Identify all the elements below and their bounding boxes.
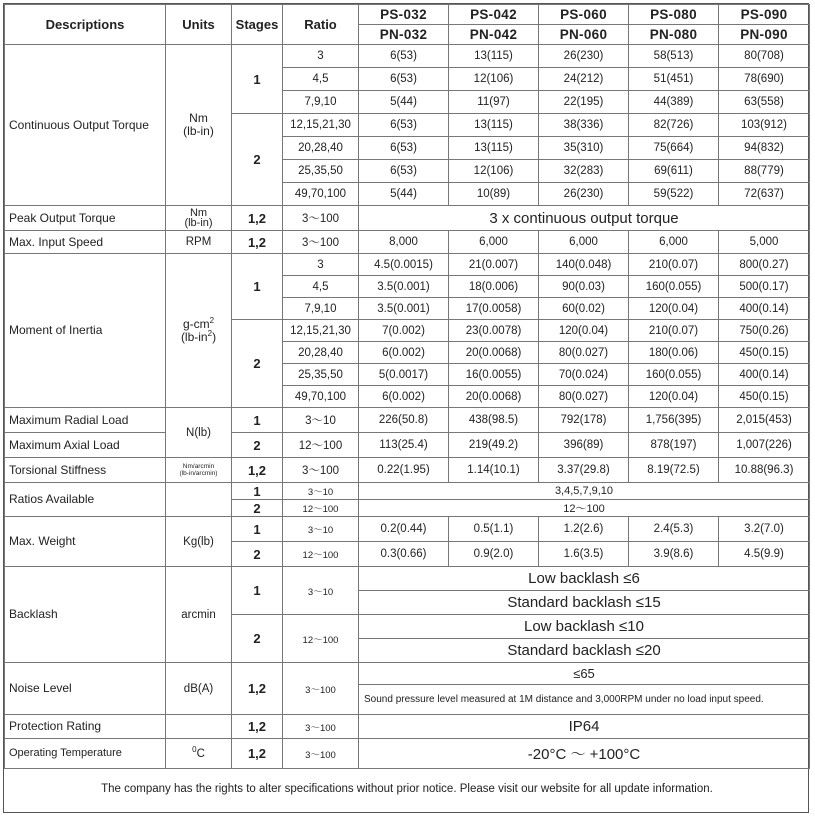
value-cell: 1.2(2.6) <box>539 517 629 542</box>
noise-label: Noise Level <box>5 663 166 715</box>
torque-stage-2: 2 <box>232 114 283 206</box>
value-cell: 51(451) <box>629 68 719 91</box>
temperature-value: -20°C ～ +100°C <box>359 739 810 769</box>
table-row <box>5 517 810 542</box>
ratios-ratio-1: 3～10 <box>283 483 359 500</box>
torque-unit-metric: Nm <box>189 111 208 125</box>
value-cell: 878(197) <box>629 433 719 458</box>
value-cell: 38(336) <box>539 114 629 137</box>
value-cell: 4.5(9.9) <box>719 542 810 567</box>
ratio-cell: 4,5 <box>283 276 359 298</box>
value-cell: 90(0.03) <box>539 276 629 298</box>
peak-stages: 1,2 <box>232 206 283 231</box>
value-cell: 792(178) <box>539 408 629 433</box>
value-cell: 7(0.002) <box>359 320 449 342</box>
table-row <box>5 231 810 254</box>
header-row-ps <box>5 5 810 25</box>
noise-ratio: 3～100 <box>283 663 359 715</box>
peak-unit-imperial: (lb-in) <box>184 217 213 229</box>
stiffness-unit <box>166 458 232 483</box>
value-cell: 35(310) <box>539 137 629 160</box>
backlash-ratio-2: 12～100 <box>283 615 359 663</box>
value-cell: 1.6(3.5) <box>539 542 629 567</box>
load-unit: N(lb) <box>166 408 232 458</box>
ratio-cell: 49,70,100 <box>283 386 359 408</box>
ratios-value-2: 12～100 <box>359 500 810 517</box>
weight-label: Max. Weight <box>5 517 166 567</box>
backlash-label: Backlash <box>5 567 166 663</box>
ratios-unit <box>166 483 232 517</box>
value-cell: 75(664) <box>629 137 719 160</box>
value-cell: 63(558) <box>719 91 810 114</box>
value-cell: 8.19(72.5) <box>629 458 719 483</box>
value-cell: 400(0.14) <box>719 298 810 320</box>
ratio-cell: 3 <box>283 45 359 68</box>
value-cell: 103(912) <box>719 114 810 137</box>
value-cell: 26(230) <box>539 183 629 206</box>
table-row <box>5 663 810 685</box>
model-pn-042: PN-042 <box>449 25 539 45</box>
table-row <box>5 254 810 276</box>
spec-table <box>4 4 810 809</box>
ratios-ratio-2: 12～100 <box>283 500 359 517</box>
noise-stages: 1,2 <box>232 663 283 715</box>
torque-stage-1: 1 <box>232 45 283 114</box>
backlash-standard-2: Standard backlash ≤20 <box>359 639 810 663</box>
temperature-stages: 1,2 <box>232 739 283 769</box>
value-cell: 26(230) <box>539 45 629 68</box>
table-row <box>5 483 810 500</box>
value-cell: 160(0.055) <box>629 276 719 298</box>
value-cell: 0.22(1.95) <box>359 458 449 483</box>
value-cell: 1.14(10.1) <box>449 458 539 483</box>
footer-notice: The company has the rights to alter specifications without prior notice. Please visit our website for all update information. <box>5 769 810 809</box>
value-cell: 80(708) <box>719 45 810 68</box>
header-descriptions: Descriptions <box>5 5 166 45</box>
value-cell: 0.9(2.0) <box>449 542 539 567</box>
value-cell: 58(513) <box>629 45 719 68</box>
weight-stage-2: 2 <box>232 542 283 567</box>
model-ps-032: PS-032 <box>359 5 449 25</box>
noise-note: Sound pressure level measured at 1M distance and 3,000RPM under no load input speed. <box>359 685 810 715</box>
axial-load-label: Maximum Axial Load <box>5 433 166 458</box>
torque-unit <box>166 45 232 206</box>
value-cell: 6,000 <box>539 231 629 254</box>
value-cell: 82(726) <box>629 114 719 137</box>
torque-unit-imperial: (lb-in) <box>183 124 214 138</box>
value-cell: 750(0.26) <box>719 320 810 342</box>
protection-stages: 1,2 <box>232 715 283 739</box>
value-cell: 10(89) <box>449 183 539 206</box>
ratio-cell: 4,5 <box>283 68 359 91</box>
ratio-cell: 3 <box>283 254 359 276</box>
ratio-cell: 12,15,21,30 <box>283 114 359 137</box>
ratios-stage-1: 1 <box>232 483 283 500</box>
table-row <box>5 408 810 433</box>
value-cell: 800(0.27) <box>719 254 810 276</box>
value-cell: 5(44) <box>359 91 449 114</box>
value-cell: 120(0.04) <box>539 320 629 342</box>
ratio-cell: 7,9,10 <box>283 298 359 320</box>
noise-unit: dB(A) <box>166 663 232 715</box>
backlash-stage-1: 1 <box>232 567 283 615</box>
backlash-low-2: Low backlash ≤10 <box>359 615 810 639</box>
value-cell: 20(0.0068) <box>449 386 539 408</box>
temperature-label: Operating Temperature <box>5 739 166 769</box>
value-cell: 1,007(226) <box>719 433 810 458</box>
protection-ratio: 3～100 <box>283 715 359 739</box>
value-cell: 3.5(0.001) <box>359 276 449 298</box>
value-cell: 80(0.027) <box>539 342 629 364</box>
value-cell: 24(212) <box>539 68 629 91</box>
value-cell: 70(0.024) <box>539 364 629 386</box>
value-cell: 210(0.07) <box>629 320 719 342</box>
spec-table-frame <box>3 3 809 813</box>
stiffness-stages: 1,2 <box>232 458 283 483</box>
header-stages: Stages <box>232 5 283 45</box>
value-cell: 3.2(7.0) <box>719 517 810 542</box>
value-cell: 3.9(8.6) <box>629 542 719 567</box>
weight-stage-1: 1 <box>232 517 283 542</box>
value-cell: 13(115) <box>449 137 539 160</box>
value-cell: 219(49.2) <box>449 433 539 458</box>
value-cell: 13(115) <box>449 114 539 137</box>
value-cell: 11(97) <box>449 91 539 114</box>
value-cell: 69(611) <box>629 160 719 183</box>
model-ps-042: PS-042 <box>449 5 539 25</box>
value-cell: 2,015(453) <box>719 408 810 433</box>
speed-ratio: 3～100 <box>283 231 359 254</box>
inertia-stage-2: 2 <box>232 320 283 408</box>
value-cell: 400(0.14) <box>719 364 810 386</box>
ratio-cell: 12,15,21,30 <box>283 320 359 342</box>
value-cell: 80(0.027) <box>539 386 629 408</box>
value-cell: 16(0.0055) <box>449 364 539 386</box>
ratios-label: Ratios Available <box>5 483 166 517</box>
speed-label: Max. Input Speed <box>5 231 166 254</box>
inertia-unit-metric: $g-cm^2$ <box>182 315 215 331</box>
model-ps-080: PS-080 <box>629 5 719 25</box>
value-cell: 13(115) <box>449 45 539 68</box>
speed-unit: RPM <box>166 231 232 254</box>
noise-value: ≤65 <box>359 663 810 685</box>
protection-label: Protection Rating <box>5 715 166 739</box>
ratio-cell: 25,35,50 <box>283 364 359 386</box>
protection-value: IP64 <box>359 715 810 739</box>
table-row <box>5 567 810 591</box>
temperature-unit: $^0$C <box>166 739 232 769</box>
weight-ratio-1: 3～10 <box>283 517 359 542</box>
value-cell: 10.88(96.3) <box>719 458 810 483</box>
value-cell: 396(89) <box>539 433 629 458</box>
ratio-cell: 20,28,40 <box>283 342 359 364</box>
value-cell: 18(0.006) <box>449 276 539 298</box>
value-cell: 2.4(5.3) <box>629 517 719 542</box>
inertia-label: Moment of Inertia <box>5 254 166 408</box>
table-row <box>5 739 810 769</box>
ratios-stage-2: 2 <box>232 500 283 517</box>
value-cell: 438(98.5) <box>449 408 539 433</box>
weight-ratio-2: 12～100 <box>283 542 359 567</box>
value-cell: 226(50.8) <box>359 408 449 433</box>
stiffness-unit-imperial: (lb-in/arcmin) <box>179 470 218 477</box>
value-cell: 6(0.002) <box>359 342 449 364</box>
value-cell: 160(0.055) <box>629 364 719 386</box>
value-cell: 180(0.06) <box>629 342 719 364</box>
value-cell: 500(0.17) <box>719 276 810 298</box>
value-cell: 5(0.0017) <box>359 364 449 386</box>
value-cell: 72(637) <box>719 183 810 206</box>
value-cell: 113(25.4) <box>359 433 449 458</box>
peak-value: 3 x continuous output torque <box>359 206 810 231</box>
stiffness-label: Torsional Stiffness <box>5 458 166 483</box>
footer-row <box>5 769 810 809</box>
table-row <box>5 433 810 458</box>
model-pn-080: PN-080 <box>629 25 719 45</box>
header-ratio: Ratio <box>283 5 359 45</box>
value-cell: 17(0.0058) <box>449 298 539 320</box>
axial-ratio: 12～100 <box>283 433 359 458</box>
radial-load-label: Maximum Radial Load <box>5 408 166 433</box>
table-row <box>5 715 810 739</box>
speed-stages: 1,2 <box>232 231 283 254</box>
peak-ratio: 3～100 <box>283 206 359 231</box>
value-cell: 12(106) <box>449 68 539 91</box>
model-pn-090: PN-090 <box>719 25 810 45</box>
value-cell: 120(0.04) <box>629 386 719 408</box>
value-cell: 5,000 <box>719 231 810 254</box>
value-cell: 0.3(0.66) <box>359 542 449 567</box>
value-cell: 450(0.15) <box>719 342 810 364</box>
weight-unit: Kg(lb) <box>166 517 232 567</box>
protection-unit <box>166 715 232 739</box>
value-cell: 88(779) <box>719 160 810 183</box>
model-pn-032: PN-032 <box>359 25 449 45</box>
peak-torque-label: Peak Output Torque <box>5 206 166 231</box>
continuous-torque-label: Continuous Output Torque <box>5 45 166 206</box>
inertia-unit-imperial: $(lb-in^2)$ <box>180 328 217 344</box>
model-ps-060: PS-060 <box>539 5 629 25</box>
value-cell: 0.5(1.1) <box>449 517 539 542</box>
ratios-value-1: 3,4,5,7,9,10 <box>359 483 810 500</box>
table-row <box>5 458 810 483</box>
value-cell: 6(53) <box>359 114 449 137</box>
value-cell: 44(389) <box>629 91 719 114</box>
value-cell: 12(106) <box>449 160 539 183</box>
value-cell: 8,000 <box>359 231 449 254</box>
backlash-unit: arcmin <box>166 567 232 663</box>
stiffness-ratio: 3～100 <box>283 458 359 483</box>
ratio-cell: 25,35,50 <box>283 160 359 183</box>
header-units: Units <box>166 5 232 45</box>
value-cell: 32(283) <box>539 160 629 183</box>
value-cell: 6(53) <box>359 160 449 183</box>
inertia-unit <box>166 254 232 408</box>
value-cell: 450(0.15) <box>719 386 810 408</box>
value-cell: 94(832) <box>719 137 810 160</box>
value-cell: 3.5(0.001) <box>359 298 449 320</box>
value-cell: 6(53) <box>359 68 449 91</box>
value-cell: 3.37(29.8) <box>539 458 629 483</box>
value-cell: 6(0.002) <box>359 386 449 408</box>
temperature-ratio: 3～100 <box>283 739 359 769</box>
inertia-stage-1: 1 <box>232 254 283 320</box>
ratio-cell: 49,70,100 <box>283 183 359 206</box>
backlash-stage-2: 2 <box>232 615 283 663</box>
table-row <box>5 206 810 231</box>
value-cell: 5(44) <box>359 183 449 206</box>
value-cell: 6(53) <box>359 137 449 160</box>
model-ps-090: PS-090 <box>719 5 810 25</box>
ratio-cell: 20,28,40 <box>283 137 359 160</box>
value-cell: 0.2(0.44) <box>359 517 449 542</box>
value-cell: 23(0.0078) <box>449 320 539 342</box>
value-cell: 6(53) <box>359 45 449 68</box>
model-pn-060: PN-060 <box>539 25 629 45</box>
backlash-ratio-1: 3～10 <box>283 567 359 615</box>
value-cell: 4.5(0.0015) <box>359 254 449 276</box>
value-cell: 120(0.04) <box>629 298 719 320</box>
peak-unit-metric: Nm <box>189 207 208 219</box>
radial-stage: 1 <box>232 408 283 433</box>
value-cell: 22(195) <box>539 91 629 114</box>
backlash-low-1: Low backlash ≤6 <box>359 567 810 591</box>
axial-stage: 2 <box>232 433 283 458</box>
peak-unit <box>166 206 232 231</box>
value-cell: 60(0.02) <box>539 298 629 320</box>
value-cell: 210(0.07) <box>629 254 719 276</box>
value-cell: 21(0.007) <box>449 254 539 276</box>
value-cell: 78(690) <box>719 68 810 91</box>
value-cell: 1,756(395) <box>629 408 719 433</box>
value-cell: 59(522) <box>629 183 719 206</box>
table-row <box>5 45 810 68</box>
value-cell: 6,000 <box>629 231 719 254</box>
stiffness-unit-metric: Nm/arcmin <box>182 463 215 470</box>
value-cell: 6,000 <box>449 231 539 254</box>
value-cell: 20(0.0068) <box>449 342 539 364</box>
radial-ratio: 3～10 <box>283 408 359 433</box>
value-cell: 140(0.048) <box>539 254 629 276</box>
ratio-cell: 7,9,10 <box>283 91 359 114</box>
backlash-standard-1: Standard backlash ≤15 <box>359 591 810 615</box>
